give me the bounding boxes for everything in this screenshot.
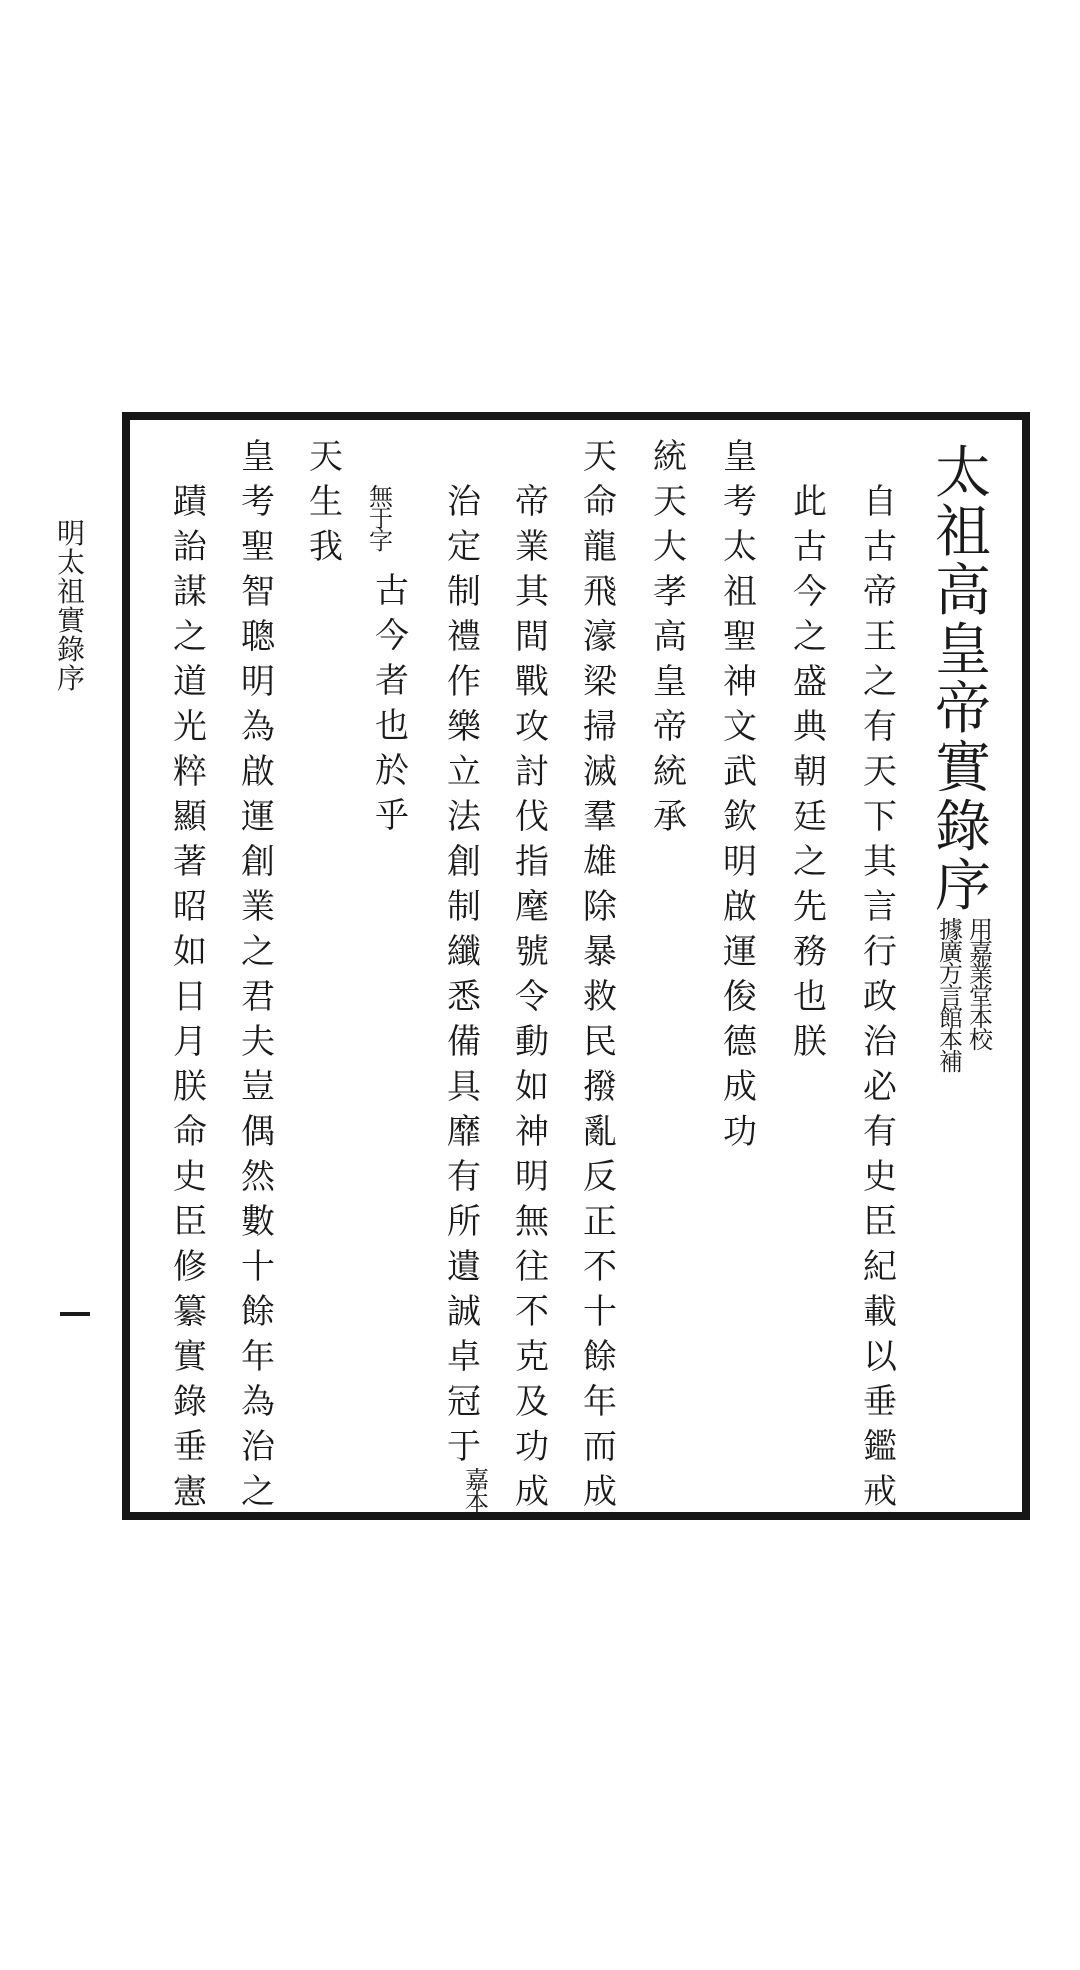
glyph: 麾: [515, 887, 549, 927]
glyph: 于: [447, 1427, 481, 1467]
glyph: 政: [863, 977, 897, 1017]
glyph: 及: [515, 1382, 549, 1422]
glyph: 粹: [173, 752, 207, 792]
glyph: 盛: [793, 662, 827, 702]
glyph: 序: [56, 662, 85, 695]
glyph: 之: [241, 1472, 275, 1512]
glyph: 冠: [447, 1382, 481, 1422]
glyph: 克: [515, 1337, 549, 1377]
glyph: 雄: [583, 842, 617, 882]
glyph: 成: [515, 1472, 549, 1512]
glyph: 本: [969, 1004, 993, 1032]
glyph: 生: [309, 482, 343, 522]
text-column-1: [860, 482, 900, 1520]
glyph: 業: [969, 960, 993, 988]
glyph: 先: [793, 887, 827, 927]
glyph: 撥: [583, 1067, 617, 1107]
glyph: 十: [583, 1292, 617, 1332]
glyph: 民: [583, 1022, 617, 1062]
glyph: 補: [939, 1048, 963, 1076]
glyph: 本: [939, 1026, 963, 1054]
glyph: 濠: [583, 617, 617, 657]
glyph: 餘: [583, 1337, 617, 1377]
glyph: 制: [447, 572, 481, 612]
running-title: [54, 517, 88, 695]
glyph: 古: [863, 527, 897, 567]
glyph: 制: [447, 887, 481, 927]
glyph: 無: [515, 1202, 549, 1242]
glyph: 月: [173, 1022, 207, 1062]
glyph: 然: [241, 1157, 275, 1197]
glyph: 伐: [515, 797, 549, 837]
glyph: 明: [723, 842, 757, 882]
glyph: 備: [447, 1022, 481, 1062]
inline-note-1: [464, 1466, 490, 1516]
glyph: 其: [863, 842, 897, 882]
glyph: 鑑: [863, 1427, 897, 1467]
glyph: 言: [939, 982, 963, 1010]
glyph: 著: [173, 842, 207, 882]
glyph: 顯: [173, 797, 207, 837]
glyph: 帝: [653, 707, 687, 747]
glyph: 蹟: [173, 482, 207, 522]
glyph: 明: [56, 517, 85, 550]
glyph: 於: [375, 751, 409, 791]
glyph: 不: [583, 1247, 617, 1287]
glyph: 聰: [241, 617, 275, 657]
text-column-3: [720, 437, 760, 1160]
glyph: 道: [173, 662, 207, 702]
glyph: 治: [241, 1427, 275, 1467]
glyph: 戰: [515, 662, 549, 702]
glyph: 嘉: [465, 1466, 489, 1494]
page-number-mark: [60, 1312, 90, 1316]
glyph: 指: [515, 842, 549, 882]
glyph: 皇: [723, 437, 757, 477]
glyph: 戒: [863, 1472, 897, 1512]
glyph: 餘: [241, 1292, 275, 1332]
glyph: 靡: [447, 1112, 481, 1152]
glyph: 古: [793, 527, 827, 567]
glyph: 今: [375, 616, 409, 656]
text-column-4: [650, 437, 690, 845]
glyph: 立: [447, 752, 481, 792]
glyph: 實: [935, 736, 991, 801]
glyph: 成: [583, 1472, 617, 1512]
glyph: 統: [653, 752, 687, 792]
glyph: 梁: [583, 662, 617, 702]
glyph: 皇: [935, 618, 991, 683]
glyph: 垂: [173, 1427, 207, 1467]
glyph: 我: [309, 527, 343, 567]
glyph: 啟: [723, 887, 757, 927]
glyph: 之: [793, 617, 827, 657]
glyph: 于: [369, 505, 393, 533]
note-line-1: [938, 916, 964, 1076]
glyph: 本: [465, 1488, 489, 1516]
glyph: 樂: [447, 707, 481, 747]
glyph: 垂: [863, 1382, 897, 1422]
glyph: 校: [969, 1026, 993, 1054]
glyph: 法: [447, 797, 481, 837]
glyph: 年: [583, 1382, 617, 1422]
glyph: 啟: [241, 752, 275, 792]
glyph: 祖: [935, 500, 991, 565]
glyph: 承: [653, 797, 687, 837]
glyph: 命: [173, 1112, 207, 1152]
note-line-2: [968, 916, 994, 1054]
glyph: 誠: [447, 1292, 481, 1332]
glyph: 考: [723, 482, 757, 522]
glyph: 文: [723, 707, 757, 747]
glyph: 此: [793, 482, 827, 522]
glyph: 遺: [447, 1247, 481, 1287]
glyph: 有: [447, 1157, 481, 1197]
glyph: 君: [241, 977, 275, 1017]
glyph: 創: [447, 842, 481, 882]
glyph: 之: [863, 662, 897, 702]
glyph: 史: [863, 1157, 897, 1197]
document-title: [932, 441, 994, 919]
glyph: 滅: [583, 752, 617, 792]
glyph: 夫: [241, 1022, 275, 1062]
glyph: 運: [723, 932, 757, 972]
glyph: 龍: [583, 527, 617, 567]
glyph: 討: [515, 752, 549, 792]
glyph: 運: [241, 797, 275, 837]
glyph: 用: [969, 916, 993, 944]
glyph: 救: [583, 977, 617, 1017]
glyph: 載: [863, 1292, 897, 1332]
glyph: 如: [173, 932, 207, 972]
glyph: 言: [863, 887, 897, 927]
glyph: 光: [173, 707, 207, 747]
glyph: 攻: [515, 707, 549, 747]
glyph: 也: [375, 706, 409, 746]
glyph: 天: [583, 437, 617, 477]
glyph: 行: [863, 932, 897, 972]
glyph: 實: [173, 1337, 207, 1377]
glyph: 為: [241, 707, 275, 747]
glyph: 治: [863, 1022, 897, 1062]
glyph: 除: [583, 887, 617, 927]
glyph: 臣: [173, 1202, 207, 1242]
glyph: 治: [447, 482, 481, 522]
glyph: 務: [793, 932, 827, 972]
glyph: 高: [653, 617, 687, 657]
text-column-6: [512, 482, 552, 1520]
inline-note-2: [368, 483, 394, 555]
glyph: 太: [56, 546, 85, 579]
glyph: 帝: [935, 677, 991, 742]
glyph: 其: [515, 572, 549, 612]
glyph: 朕: [793, 1022, 827, 1062]
text-column-9: [306, 437, 346, 575]
text-column-10: [238, 437, 278, 1520]
glyph: 之: [241, 932, 275, 972]
glyph: 天: [863, 752, 897, 792]
glyph: 皇: [653, 662, 687, 702]
glyph: 羣: [583, 797, 617, 837]
glyph: 正: [583, 1202, 617, 1242]
glyph: 間: [515, 617, 549, 657]
glyph: 德: [723, 1022, 757, 1062]
glyph: 昭: [173, 887, 207, 927]
glyph: 禮: [447, 617, 481, 657]
glyph: 武: [723, 752, 757, 792]
glyph: 臣: [863, 1202, 897, 1242]
glyph: 偶: [241, 1112, 275, 1152]
glyph: 欽: [723, 797, 757, 837]
glyph: 聖: [241, 527, 275, 567]
glyph: 智: [241, 572, 275, 612]
glyph: 動: [515, 1022, 549, 1062]
glyph: 據: [939, 916, 963, 944]
glyph: 詒: [173, 527, 207, 567]
glyph: 反: [583, 1157, 617, 1197]
glyph: 錄: [56, 633, 85, 666]
glyph: 悉: [447, 977, 481, 1017]
glyph: 大: [653, 527, 687, 567]
glyph: 祖: [723, 572, 757, 612]
glyph: 實: [56, 604, 85, 637]
glyph: 紀: [863, 1247, 897, 1287]
glyph: 卓: [447, 1337, 481, 1377]
glyph: 神: [515, 1112, 549, 1152]
glyph: 古: [375, 571, 409, 611]
glyph: 飛: [583, 572, 617, 612]
glyph: 天: [653, 482, 687, 522]
glyph: 日: [173, 977, 207, 1017]
glyph: 天: [309, 437, 343, 477]
glyph: 帝: [863, 572, 897, 612]
glyph: 堂: [969, 982, 993, 1010]
text-column-2: [790, 482, 830, 1070]
glyph: 作: [447, 662, 481, 702]
glyph: 功: [723, 1112, 757, 1152]
glyph: 者: [375, 661, 409, 701]
glyph: 功: [515, 1427, 549, 1467]
glyph: 有: [863, 1112, 897, 1152]
glyph: 令: [515, 977, 549, 1017]
glyph: 以: [863, 1337, 897, 1377]
glyph: 數: [241, 1202, 275, 1242]
glyph: 憲: [173, 1472, 207, 1512]
glyph: 俊: [723, 977, 757, 1017]
glyph: 纖: [447, 932, 481, 972]
glyph: 業: [241, 887, 275, 927]
glyph: 而: [583, 1427, 617, 1467]
glyph: 字: [369, 527, 393, 555]
glyph: 也: [793, 977, 827, 1017]
glyph: 嘉: [969, 938, 993, 966]
glyph: 掃: [583, 707, 617, 747]
text-column-8: [372, 571, 412, 844]
glyph: 暴: [583, 932, 617, 972]
glyph: 錄: [173, 1382, 207, 1422]
glyph: 纂: [173, 1292, 207, 1332]
glyph: 朕: [173, 1067, 207, 1107]
glyph: 考: [241, 482, 275, 522]
glyph: 如: [515, 1067, 549, 1107]
glyph: 無: [369, 483, 393, 511]
text-column-11: [170, 482, 210, 1520]
text-column-5: [580, 437, 620, 1520]
glyph: 乎: [375, 796, 409, 836]
glyph: 序: [935, 854, 991, 919]
glyph: 廣: [939, 938, 963, 966]
glyph: 有: [863, 707, 897, 747]
glyph: 帝: [515, 482, 549, 522]
glyph: 不: [515, 1292, 549, 1332]
glyph: 定: [447, 527, 481, 567]
glyph: 太: [935, 441, 991, 506]
glyph: 聖: [723, 617, 757, 657]
glyph: 明: [515, 1157, 549, 1197]
glyph: 太: [723, 527, 757, 567]
glyph: 今: [793, 572, 827, 612]
glyph: 之: [173, 617, 207, 657]
glyph: 之: [793, 842, 827, 882]
glyph: 孝: [653, 572, 687, 612]
glyph: 高: [935, 559, 991, 624]
glyph: 方: [939, 960, 963, 988]
glyph: 創: [241, 842, 275, 882]
glyph: 號: [515, 932, 549, 972]
glyph: 亂: [583, 1112, 617, 1152]
glyph: 十: [241, 1247, 275, 1287]
glyph: 廷: [793, 797, 827, 837]
glyph: 祖: [56, 575, 85, 608]
glyph: 往: [515, 1247, 549, 1287]
glyph: 為: [241, 1382, 275, 1422]
glyph: 必: [863, 1067, 897, 1107]
glyph: 命: [583, 482, 617, 522]
glyph: 自: [863, 482, 897, 522]
glyph: 皇: [241, 437, 275, 477]
glyph: 成: [723, 1067, 757, 1107]
glyph: 錄: [935, 795, 991, 860]
glyph: 修: [173, 1247, 207, 1287]
glyph: 朝: [793, 752, 827, 792]
glyph: 豈: [241, 1067, 275, 1107]
glyph: 業: [515, 527, 549, 567]
glyph: 年: [241, 1337, 275, 1377]
glyph: 神: [723, 662, 757, 702]
glyph: 下: [863, 797, 897, 837]
glyph: 史: [173, 1157, 207, 1197]
glyph: 所: [447, 1202, 481, 1242]
glyph: 館: [939, 1004, 963, 1032]
glyph: 典: [793, 707, 827, 747]
glyph: 謀: [173, 572, 207, 612]
glyph: 明: [241, 662, 275, 702]
glyph: 統: [653, 437, 687, 477]
text-column-7: [444, 482, 484, 1475]
glyph: 具: [447, 1067, 481, 1107]
glyph: 王: [863, 617, 897, 657]
